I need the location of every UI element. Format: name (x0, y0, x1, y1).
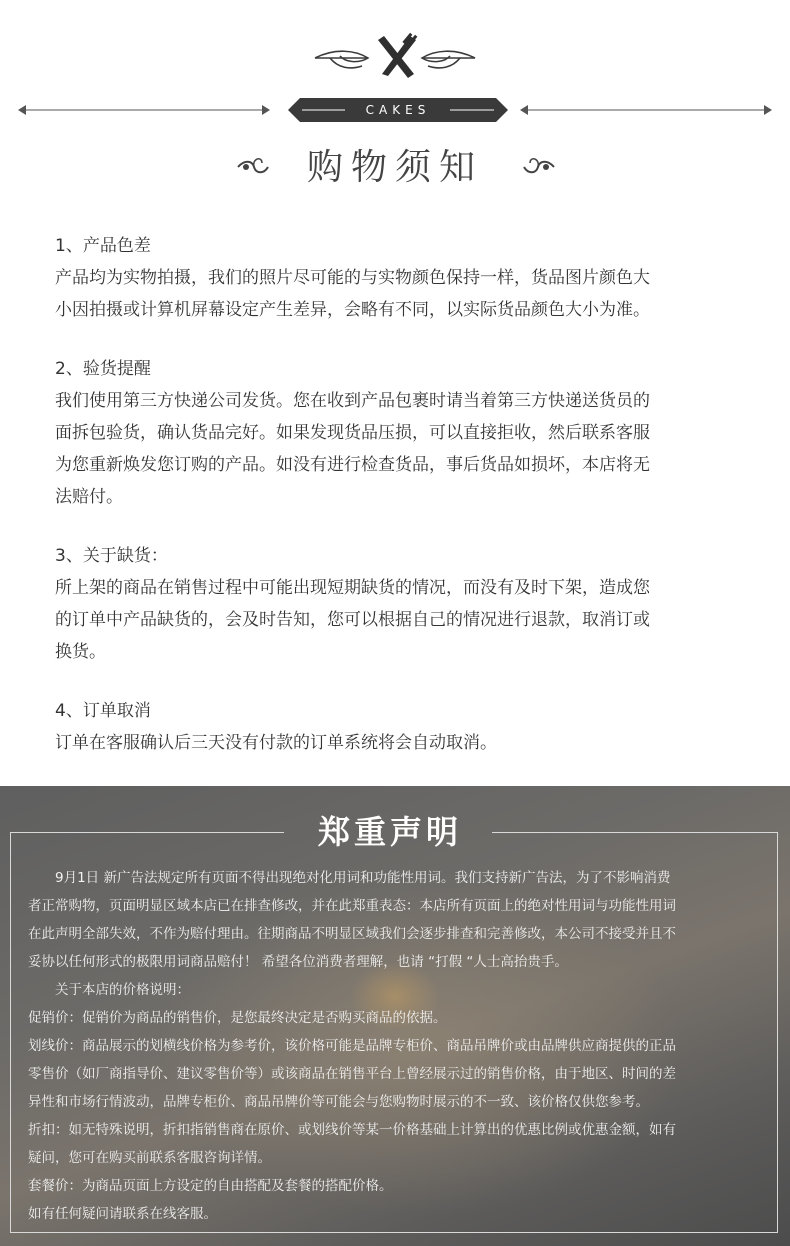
notice-line: 的订单中产品缺货的，会及时告知，您可以根据自己的情况进行退款，取消订或 (55, 610, 650, 630)
declaration-line: 促销价：促销价为商品的销售价，是您最终决定是否购买商品的依据。 (28, 1010, 447, 1026)
notice-body (55, 727, 745, 759)
declaration-line: 9月1日 新广告法规定所有页面不得出现绝对化用词和功能性用词。我们支持新广告法，为了不影响消费 (55, 870, 671, 886)
declaration-line: 在此声明全部失效，不作为赔付理由。往期商品不明显区域我们会逐步排查和完善修改，本公司不接受并且不 (28, 926, 676, 942)
declaration-line: 关于本店的价格说明： (55, 982, 190, 998)
notice-order-cancel (55, 695, 745, 759)
scroll-flourish-icon (236, 152, 270, 182)
crossed-fork-knife-icon (0, 28, 790, 88)
declaration-line: 者正常购物，页面明显区域本店已在排查修改，并在此郑重表态：本店所有页面上的绝对性用词与功能性用词 (28, 898, 676, 914)
declaration-body (28, 864, 758, 1228)
notice-inspection (55, 353, 745, 513)
declaration-line: 套餐价：为商品页面上方设定的自由搭配及套餐的搭配价格。 (28, 1178, 393, 1194)
declaration-section (0, 786, 790, 1246)
notice-line: 面拆包验货，确认货品完好。如果发现货品压损，可以直接拒收，然后联系客服 (55, 423, 650, 443)
declaration-line: 零售价（如厂商指导价、建议零售价等）或该商品在销售平台上曾经展示过的销售价格，由于地区、时间的差 (28, 1066, 676, 1082)
declaration-line: 妥协以任何形式的极限用词商品赔付！ 希望各位消费者理解，也请 “打假 “人士高抬贵手。 (28, 954, 568, 970)
cakes-badge-wrap (0, 92, 790, 128)
notice-title: 4、订单取消 (55, 701, 151, 721)
notice-line: 产品均为实物拍摄，我们的照片尽可能的与实物颜色保持一样，货品图片颜色大 (55, 268, 650, 288)
notice-title: 1、产品色差 (55, 236, 151, 256)
declaration-line: 如有任何疑问请联系在线客服。 (28, 1206, 217, 1222)
notice-title: 3、关于缺货： (55, 546, 168, 566)
notice-body (55, 572, 745, 668)
scroll-flourish-icon (522, 152, 556, 182)
notice-line: 换货。 (55, 642, 106, 662)
notice-line: 订单在客服确认后三天没有付款的订单系统将会自动取消。 (55, 733, 497, 753)
notice-out-of-stock (55, 540, 745, 668)
declaration-line: 划线价：商品展示的划横线价格为参考价，该价格可能是品牌专柜价、商品吊牌价或由品牌供应商提供的正品 (28, 1038, 676, 1054)
declaration-title: 郑重声明 (317, 813, 462, 851)
notice-list (55, 230, 745, 786)
notice-line: 为您重新焕发您订购的产品。如没有进行检查货品，事后货品如损坏，本店将无 (55, 455, 650, 475)
notice-body (55, 385, 745, 513)
notice-line: 法赔付。 (55, 487, 123, 507)
declaration-line: 疑问，您可在购买前联系客服咨询详情。 (28, 1150, 271, 1166)
shopping-notice-header (0, 140, 790, 196)
notice-line: 小因拍摄或计算机屏幕设定产生差异，会略有不同，以实际货品颜色大小为准。 (55, 300, 650, 320)
cakes-badge-text: CAKES (365, 103, 431, 117)
notice-title: 2、验货提醒 (55, 359, 151, 379)
page-title: 购物须知 (306, 147, 483, 188)
notice-line: 所上架的商品在销售过程中可能出现短期缺货的情况，而没有及时下架，造成您 (55, 578, 650, 598)
declaration-line: 异性和市场行情波动，品牌专柜价、商品吊牌价等可能会与您购物时展示的不一致、该价格仅供您参考。 (28, 1094, 649, 1110)
notice-color-difference (55, 230, 745, 326)
notice-line: 我们使用第三方快递公司发货。您在收到产品包裹时请当着第三方快递送货员的 (55, 391, 650, 411)
declaration-line: 折扣：如无特殊说明，折扣指销售商在原价、或划线价等某一价格基础上计算出的优惠比例或优惠金额，如有 (28, 1122, 676, 1138)
notice-body (55, 262, 745, 326)
